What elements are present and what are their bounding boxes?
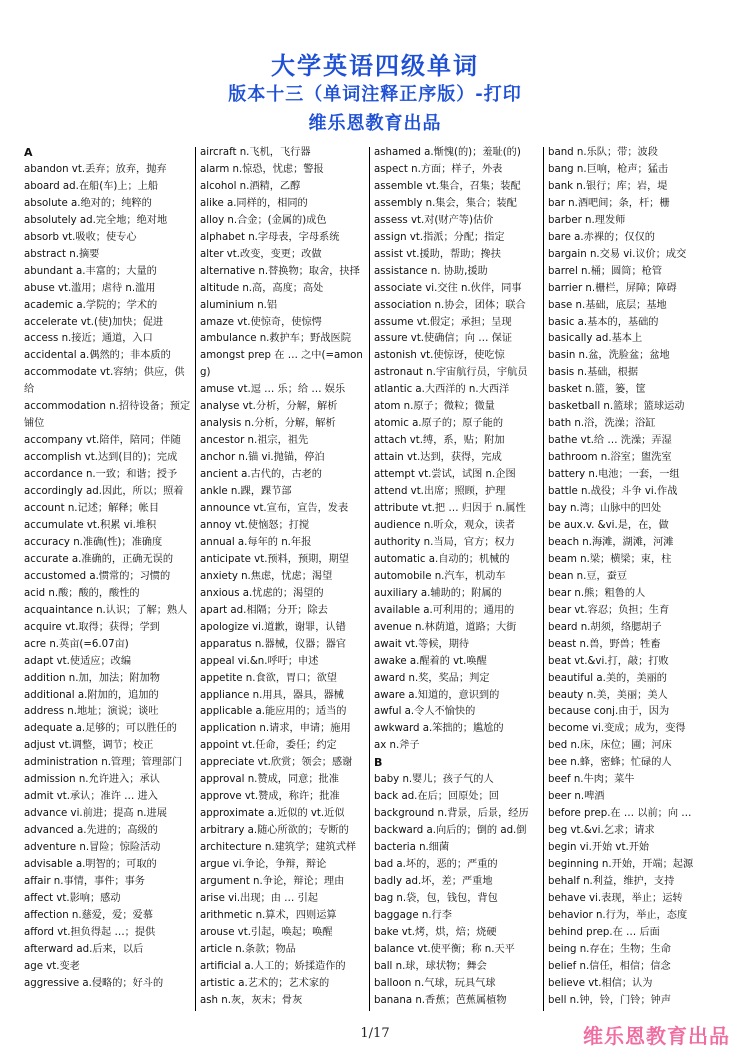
word-entry: artificial a.人工的；娇揉造作的 <box>200 960 346 972</box>
word-entry: balloon n.气球，玩具气球 <box>374 977 496 989</box>
word-entry: bad a.坏的，恶的；严重的 <box>374 859 498 871</box>
word-entry: association n.协会，团体；联合 <box>374 299 526 311</box>
word-entry: address n.地址；演说；谈吐 <box>24 706 159 718</box>
word-entry: apart ad.相隔；分开；除去 <box>200 604 328 616</box>
word-entry: auxiliary a.辅助的；附属的 <box>374 587 502 599</box>
word-entry: anxiety n.焦虑，忧虑；渴望 <box>200 570 333 582</box>
word-entry: automatic a.自动的；机械的 <box>374 553 510 565</box>
word-entry: backward a.向后的；倒的 ad.倒 <box>374 825 527 837</box>
word-entry: beast n.兽，野兽；牲畜 <box>548 638 661 650</box>
word-entry: await vt.等候，期待 <box>374 638 470 650</box>
word-entry: appoint vt.任命，委任；约定 <box>200 740 337 752</box>
word-entry: beautiful a.美的，美丽的 <box>548 672 667 684</box>
word-entry: abundant a.丰富的；大量的 <box>24 265 157 277</box>
word-entry: apologize vi.道歉，谢罪，认错 <box>200 621 346 633</box>
word-entry: bear n.熊；粗鲁的人 <box>548 587 646 599</box>
word-entry: adjust vt.调整，调节；校正 <box>24 740 154 752</box>
word-entry: administration n.管理；管理部门 <box>24 757 183 769</box>
word-entry: ball n.球，球状物；舞会 <box>374 960 487 972</box>
word-entry: architecture n.建筑学；建筑式样 <box>200 842 357 854</box>
word-entry: assign vt.指派；分配；指定 <box>374 231 505 243</box>
word-entry: anticipate vt.预料，预期，期望 <box>200 553 349 565</box>
word-entry: adequate a.足够的；可以胜任的 <box>24 723 177 735</box>
word-entry: announce vt.宣布，宣告，发表 <box>200 503 349 515</box>
word-entry: annoy vt.使恼怒；打搅 <box>200 519 310 531</box>
word-entry: ash n.灰，灰末；骨灰 <box>200 994 303 1006</box>
word-entry: attach vt.缚，系，贴；附加 <box>374 435 505 447</box>
word-entry: appeal vi.&n.呼吁；申述 <box>200 655 319 667</box>
word-entry: accommodate vt.容纳；供应，供给 <box>24 367 185 396</box>
word-entry: attribute vt.把 … 归因于 n.属性 <box>374 503 526 515</box>
word-entry: age vt.变老 <box>24 960 80 972</box>
word-entry: accommodation n.招待设备；预定铺位 <box>24 401 191 430</box>
word-entry: ancestor n.祖宗，祖先 <box>200 435 309 447</box>
word-entry: bear vt.容忍；负担；生育 <box>548 604 670 616</box>
word-entry: alter vt.改变，变更；改做 <box>200 248 322 260</box>
word-entry: bed n.床，床位；圃；河床 <box>548 740 672 752</box>
word-entry: audience n.听众，观众，读者 <box>374 519 516 531</box>
word-entry: accumulate vt.积累 vi.堆积 <box>24 519 157 531</box>
word-entry: accordance n.一致；和谐；授予 <box>24 469 178 481</box>
word-entry: behavior n.行为，举止，态度 <box>548 909 688 921</box>
word-entry: applicable a.能应用的；适当的 <box>200 706 347 718</box>
word-entry: basket n.篮，篓，筐 <box>548 384 646 396</box>
word-entry: account n.记述；解释；帐目 <box>24 503 160 515</box>
word-entry: abandon vt.丢弃；放弃，抛弃 <box>24 163 167 175</box>
word-entry: astronaut n.宇宙航行员，宇航员 <box>374 367 528 379</box>
word-entry: battery n.电池；一套，一组 <box>548 469 680 481</box>
word-entry: award n.奖，奖品；判定 <box>374 672 490 684</box>
word-entry: argument n.争论，辩论；理由 <box>200 875 345 887</box>
word-entry: behave vi.表现，举止；运转 <box>548 892 683 904</box>
word-entry: appetite n.食欲，胃口；欲望 <box>200 672 337 684</box>
word-entry: absolutely ad.完全地；绝对地 <box>24 214 168 226</box>
word-entry: barber n.理发师 <box>548 214 626 226</box>
word-entry: accuracy n.准确(性)；准确度 <box>24 536 163 548</box>
word-entry: accomplish vt.达到(目的)；完成 <box>24 452 178 464</box>
word-entry: aluminium n.铝 <box>200 299 278 311</box>
word-entry: beach n.海滩，湖滩，河滩 <box>548 536 674 548</box>
word-entry: barrel n.桶；圆筒；枪管 <box>548 265 663 277</box>
watermark-logo: 维乐恩教育出品 <box>583 1024 730 1048</box>
section-letter-heading: A <box>24 146 33 159</box>
word-entry: alike a.同样的，相同的 <box>200 197 308 209</box>
word-entry: aspect n.方面；样子，外表 <box>374 163 503 175</box>
word-entry: accelerate vt.(使)加快；促进 <box>24 316 164 328</box>
word-column-4 <box>548 145 716 1013</box>
word-entry: beginning n.开始，开端；起源 <box>548 859 694 871</box>
word-entry: bell n.钟，铃，门铃；钟声 <box>548 994 672 1006</box>
word-entry: attempt vt.尝试，试图 n.企图 <box>374 469 516 481</box>
word-entry: aboard ad.在船(车)上；上船 <box>24 180 159 192</box>
word-entry: bee n.蜂，密蜂；忙碌的人 <box>548 757 672 769</box>
word-entry: baggage n.行李 <box>374 909 452 921</box>
word-entry: admit vt.承认；准许 … 进入 <box>24 791 158 803</box>
word-entry: alloy n.合金；(金属的)成色 <box>200 214 327 226</box>
word-entry: appreciate vt.欣赏；领会；感谢 <box>200 757 353 769</box>
word-entry: affection n.慈爱，爱；爱慕 <box>24 909 153 921</box>
word-entry: analysis n.分析，分解，解析 <box>200 418 336 430</box>
word-entry: affect vt.影响；感动 <box>24 892 121 904</box>
word-entry: afterward ad.后来，以后 <box>24 943 144 955</box>
word-entry: basketball n.篮球；篮球运动 <box>548 401 685 413</box>
document-title: 大学英语四级单词 <box>271 52 479 80</box>
word-entry: bath n.浴，洗澡；浴缸 <box>548 418 656 430</box>
word-entry: advisable a.明智的；可取的 <box>24 859 157 871</box>
word-entry: beer n.啤酒 <box>548 791 605 803</box>
word-entry: bathe vt.给 … 洗澡；弄湿 <box>548 435 672 447</box>
word-entry: basic a.基本的，基础的 <box>548 316 659 328</box>
word-entry: amuse vt.逗 … 乐；给 … 娱乐 <box>200 384 346 396</box>
word-entry: beat vt.&vi.打，敲；打败 <box>548 655 669 667</box>
word-entry: beard n.胡须，络腮胡子 <box>548 621 662 633</box>
word-entry: assume vt.假定；承担；呈现 <box>374 316 512 328</box>
word-entry: band n.乐队；带；波段 <box>548 147 658 158</box>
word-entry: bacteria n.细菌 <box>374 842 450 854</box>
word-entry: aircraft n.飞机，飞行器 <box>200 147 311 158</box>
word-entry: belief n.信任，相信；信念 <box>548 960 671 972</box>
word-entry: assist vt.援助，帮助；搀扶 <box>374 248 501 260</box>
word-entry: acre n.英亩(=6.07亩) <box>24 638 129 650</box>
word-entry: available a.可利用的；通用的 <box>374 604 515 616</box>
word-entry: argue vi.争论，争辩，辩论 <box>200 859 327 871</box>
word-entry: basis n.基础，根据 <box>548 367 639 379</box>
word-entry: assistance n. 协助,援助 <box>374 265 488 277</box>
word-entry: anchor n.锚 vi.抛锚，停泊 <box>200 452 325 464</box>
word-entry: artistic a.艺术的；艺术家的 <box>200 977 330 989</box>
word-entry: access n.接近；通道，入口 <box>24 333 153 345</box>
word-entry: behind prep.在 … 后面 <box>548 926 660 938</box>
word-entry: apparatus n.器械，仪器；器官 <box>200 638 347 650</box>
word-entry: bare a.赤裸的；仅仅的 <box>548 231 655 243</box>
word-entry: before prep.在 … 以前；向 … <box>548 808 692 820</box>
word-entry: awkward a.笨拙的；尴尬的 <box>374 723 504 735</box>
word-entry: attend vt.出席；照顾，护理 <box>374 486 506 498</box>
word-entry: advance vi.前进；提高 n.进展 <box>24 808 167 820</box>
word-entry: begin vi.开始 vt.开始 <box>548 842 650 854</box>
word-entry: attain vt.达到，获得，完成 <box>374 452 502 464</box>
word-entry: altitude n.高，高度；高处 <box>200 282 324 294</box>
word-entry: arise vi.出现；由 … 引起 <box>200 892 318 904</box>
word-entry: assure vt.使确信；向 … 保证 <box>374 333 513 345</box>
word-entry: abuse vt.滥用；虐待 n.滥用 <box>24 282 156 294</box>
section-letter-heading: B <box>374 756 383 770</box>
word-entry: acquaintance n.认识；了解；熟人 <box>24 604 188 616</box>
word-entry: bang n.巨响，枪声；猛击 <box>548 163 669 175</box>
word-entry: ambulance n.救护车；野战医院 <box>200 333 351 345</box>
word-entry: accustomed a.惯常的；习惯的 <box>24 570 171 582</box>
word-entry: believe vt.相信；认为 <box>548 977 653 989</box>
word-entry: bake vt.烤，烘，焙；烧硬 <box>374 926 497 938</box>
word-entry: adapt vt.使适应；改编 <box>24 655 132 667</box>
word-entry: accurate a.准确的，正确无误的 <box>24 553 174 565</box>
word-entry: awake a.醒着的 vt.唤醒 <box>374 655 487 667</box>
word-entry: basically ad.基本上 <box>548 333 643 345</box>
word-entry: approval n.赞成，同意；批准 <box>200 774 339 786</box>
word-entry: accidental a.偶然的；非本质的 <box>24 350 171 362</box>
word-entry: arouse vt.引起，唤起；唤醒 <box>200 926 333 938</box>
word-entry: anxious a.忧虑的；渴望的 <box>200 587 324 599</box>
word-entry: avenue n.林荫道，道路；大街 <box>374 621 517 633</box>
word-entry: afford vt.担负得起 …；提供 <box>24 926 156 938</box>
word-entry: beam n.梁；横梁；束，柱 <box>548 553 672 565</box>
word-entry: be aux.v. &vi.是，在，做 <box>548 519 669 531</box>
word-entry: adventure n.冒险；惊险活动 <box>24 842 161 854</box>
word-entry: approximate a.近似的 vt.近似 <box>200 808 345 820</box>
word-entry: battle n.战役；斗争 vi.作战 <box>548 486 678 498</box>
word-entry: beef n.牛肉；菜牛 <box>548 774 635 786</box>
word-entry: academic a.学院的；学术的 <box>24 299 158 311</box>
word-entry: associate vi.交往 n.伙伴，同事 <box>374 282 522 294</box>
word-entry: alternative n.替换物；取舍，抉择 <box>200 265 360 277</box>
word-entry: bean n.豆，蚕豆 <box>548 570 628 582</box>
word-entry: assemble vt.集合，召集；装配 <box>374 180 521 192</box>
word-entry: approve vt.赞成，称许；批准 <box>200 791 340 803</box>
word-entry: beg vt.&vi.乞求；请求 <box>548 825 655 837</box>
word-entry: automobile n.汽车，机动车 <box>374 570 506 582</box>
word-entry: bargain n.交易 vi.议价；成交 <box>548 248 687 260</box>
word-entry: badly ad.坏，差；严重地 <box>374 875 493 887</box>
word-entry: aware a.知道的，意识到的 <box>374 689 500 701</box>
word-entry: accompany vt.陪伴，陪同；伴随 <box>24 435 181 447</box>
word-entry: accordingly ad.因此，所以；照着 <box>24 486 184 498</box>
word-entry: bag n.袋，包，钱包，背包 <box>374 892 498 904</box>
word-entry: acquire vt.取得；获得；学到 <box>24 621 160 633</box>
word-entry: arbitrary a.随心所欲的；专断的 <box>200 825 349 837</box>
word-column-1 <box>24 145 192 1013</box>
word-entry: ax n.斧子 <box>374 740 420 752</box>
word-entry: application n.请求，申请；施用 <box>200 723 351 735</box>
word-entry: annual a.每年的 n.年报 <box>200 536 312 548</box>
word-entry: atomic a.原子的；原子能的 <box>374 418 504 430</box>
word-entry: article n.条款；物品 <box>200 943 296 955</box>
word-entry: basin n.盆，洗脸盆；盆地 <box>548 350 670 362</box>
word-column-3 <box>374 145 542 1013</box>
word-entry: beauty n.美，美丽；美人 <box>548 689 668 701</box>
word-column-2 <box>200 145 368 1013</box>
word-entry: arithmetic n.算术，四则运算 <box>200 909 337 921</box>
word-entry: back ad.在后；回原处；回 <box>374 791 499 803</box>
word-entry: being n.存在；生物；生命 <box>548 943 671 955</box>
word-entry: bar n.酒吧间；条，杆；栅 <box>548 197 670 209</box>
word-entry: atlantic a.大西洋的 n.大西洋 <box>374 384 510 396</box>
word-entry: assess vt.对(财产等)估价 <box>374 214 494 226</box>
word-entry: background n.背景，后景，经历 <box>374 808 529 820</box>
word-entry: aggressive a.侵略的；好斗的 <box>24 977 164 989</box>
word-entry: amongst prep 在 … 之中(=among) <box>200 350 363 379</box>
word-entry: baby n.婴儿；孩子气的人 <box>374 774 494 786</box>
word-entry: balance vt.使平衡；称 n.天平 <box>374 943 515 955</box>
word-entry: affair n.事情，事件；事务 <box>24 875 145 887</box>
word-entry: alcohol n.酒精，乙醇 <box>200 180 301 192</box>
word-entry: additional a.附加的，追加的 <box>24 689 159 701</box>
word-entry: addition n.加，加法；附加物 <box>24 672 160 684</box>
word-entry: bathroom n.浴室；盥洗室 <box>548 452 672 464</box>
word-entry: abstract n.摘要 <box>24 248 100 260</box>
word-entry: analyse vt.分析，分解，解析 <box>200 401 338 413</box>
word-entry: behalf n.利益，维护，支持 <box>548 875 675 887</box>
word-entry: barrier n.栅栏，屏障；障碍 <box>548 282 677 294</box>
word-entry: banana n.香蕉；芭蕉属植物 <box>374 994 507 1006</box>
word-entry: atom n.原子；微粒；微量 <box>374 401 495 413</box>
word-entry: admission n.允许进入；承认 <box>24 774 160 786</box>
word-entry: amaze vt.使惊奇，使惊愕 <box>200 316 322 328</box>
word-entry: assembly n.集会，集合；装配 <box>374 197 517 209</box>
word-entry: absolute a.绝对的；纯粹的 <box>24 197 152 209</box>
word-entry: bank n.银行；库；岩，堤 <box>548 180 668 192</box>
publisher-line: 维乐恩教育出品 <box>308 113 442 134</box>
word-entry: advanced a.先进的；高级的 <box>24 825 158 837</box>
word-entry: acid n.酸；酸的，酸性的 <box>24 587 140 599</box>
document-subtitle: 版本十三（单词注释正序版）-打印 <box>228 84 522 105</box>
page-number: 1/17 <box>360 1026 390 1041</box>
word-entry: awful a.令人不愉快的 <box>374 706 476 718</box>
word-entry: ashamed a.惭愧(的)；羞耻(的) <box>374 147 521 158</box>
word-entry: absorb vt.吸收；使专心 <box>24 231 137 243</box>
word-entry: because conj.由于，因为 <box>548 706 670 718</box>
word-list <box>24 145 728 1013</box>
word-entry: astonish vt.使惊讶，使吃惊 <box>374 350 505 362</box>
word-entry: ancient a.古代的，古老的 <box>200 469 322 481</box>
word-entry: ankle n.踝，踝节部 <box>200 486 292 498</box>
word-entry: authority n.当局，官方；权力 <box>374 536 515 548</box>
word-entry: become vi.变成；成为，变得 <box>548 723 686 735</box>
word-entry: alarm n.惊恐，忧虑；警报 <box>200 163 324 175</box>
word-entry: bay n.湾；山脉中的凹处 <box>548 503 662 515</box>
word-entry: base n.基础，底层；基地 <box>548 299 667 311</box>
word-entry: alphabet n.字母表，字母系统 <box>200 231 340 243</box>
word-entry: appliance n.用具，器具，器械 <box>200 689 344 701</box>
